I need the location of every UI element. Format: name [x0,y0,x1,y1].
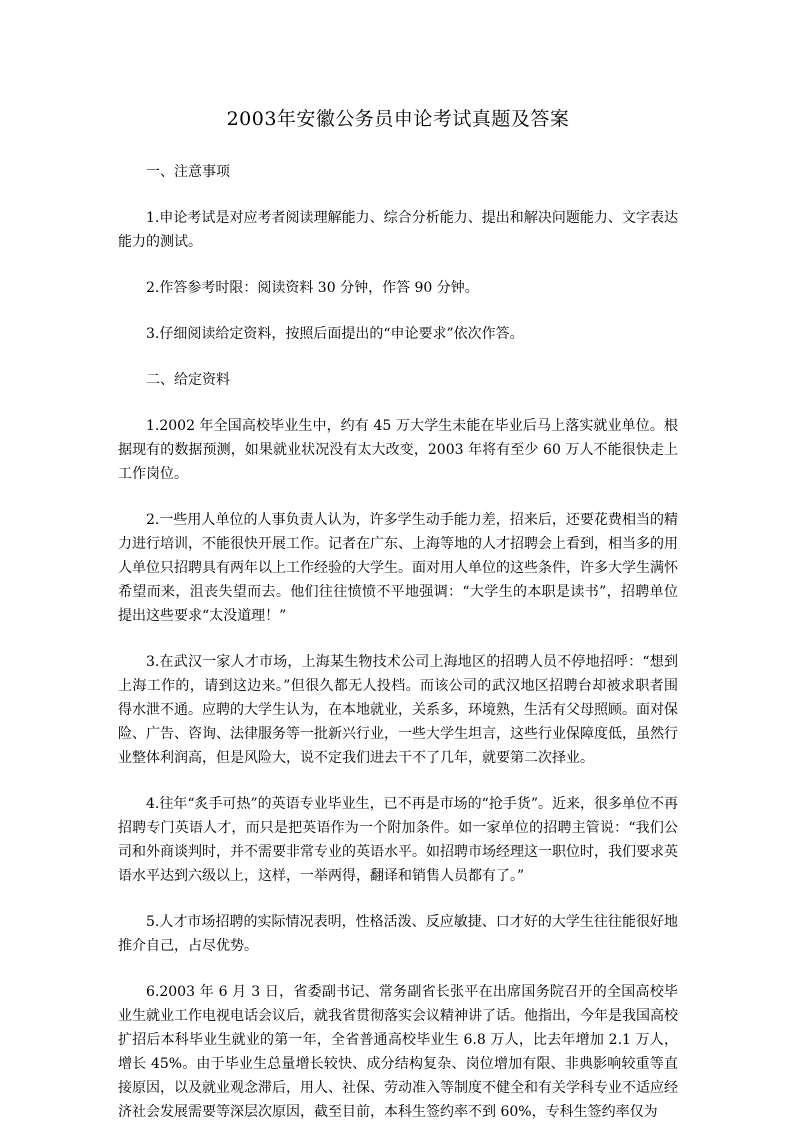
material-item-2: 2.一些用人单位的人事负责人认为，许多学生动手能力差，招来后，还要花费相当的精力进行培训，不能很快开展工作。记者在广东、上海等地的人才招聘会上看到，相当多的用人单位只招聘具有两年以上工作经验的大学生。面对用人单位的这些条件，许多大学生满怀希望而来，沮丧失望而去。他们往往愤愤不平地强调：“大学生的本职是读书”，招聘单位提出这些要求“太没道理！” [118,512,678,624]
material-item-4: 4.往年“炙手可热”的英语专业毕业生，已不再是市场的“抢手货”。近来，很多单位不再招聘专门英语人才，而只是把英语作为一个附加条件。如一家单位的招聘主管说：“我们公司和外商谈判时，并不需要非常专业的英语水平。如招聘市场经理这一职位时，我们要求英语水平达到六级以上，这样，一举两得，翻译和销售人员都有了。” [118,796,678,884]
material-item-3: 3.在武汉一家人才市场，上海某生物技术公司上海地区的招聘人员不停地招呼：“想到上海工作的，请到这边来。”但很久都无人投档。而该公司的武汉地区招聘台却被求职者围得水泄不通。应聘的大学生认为，在本地就业，关系多，环境熟，生活有父母照顾。面对保险、广告、咨询、法律服务等一批新兴行业，一些大学生坦言，这些行业保障度低，虽然行业整体利润高，但是风险大，说不定我们进去干不了几年，就要第二次择业。 [118,654,678,766]
notes-item-3: 3.仔细阅读给定资料，按照后面提出的“申论要求”依次作答。 [146,326,524,342]
notes-item-2: 2.作答参考时限：阅读资料 30 分钟，作答 90 分钟。 [146,280,479,296]
section-heading-notes: 一、注意事项 [146,164,230,180]
material-item-1: 1.2002 年全国高校毕业生中，约有 45 万大学生未能在毕业后马上落实就业单位。根据现有的数据预测，如果就业状况没有太大改变，2003 年将有至少 60 万人不能很快走上工作岗位。 [118,418,678,482]
document-body [118,160,678,1146]
material-item-5: 5.人才市场招聘的实际情况表明，性格活泼、反应敏捷、口才好的大学生往往能很好地推介自己，占尽优势。 [118,914,678,954]
material-item-6: 6.2003 年 6 月 3 日，省委副书记、常务副省长张平在出席国务院召开的全国高校毕业生就业工作电视电话会议后，就我省贯彻落实会议精神讲了话。他指出，今年是我国高校扩招后本科毕业生就业的第一年，全省普通高校毕业生 6.8 万人，比去年增加 2.1 万人，增长 45%。由于毕业生总量增长较快、成分结构复杂、岗位增加有限、非典影响较重等直接原因，以及就业观念滞后，用人、社保、劳动准入等制度不健全和有关学科专业不适应经济社会发展需要等深层次原因，截至目前，本科生签约率不到 60%，专科生签约率仅为 [118,984,678,1120]
notes-item-1: 1.申论考试是对应考者阅读理解能力、综合分析能力、提出和解决问题能力、文字表达能力的测试。 [118,210,678,250]
section-heading-materials: 二、给定资料 [146,372,230,388]
document-title: 2003年安徽公务员申论考试真题及答案 [226,108,570,130]
